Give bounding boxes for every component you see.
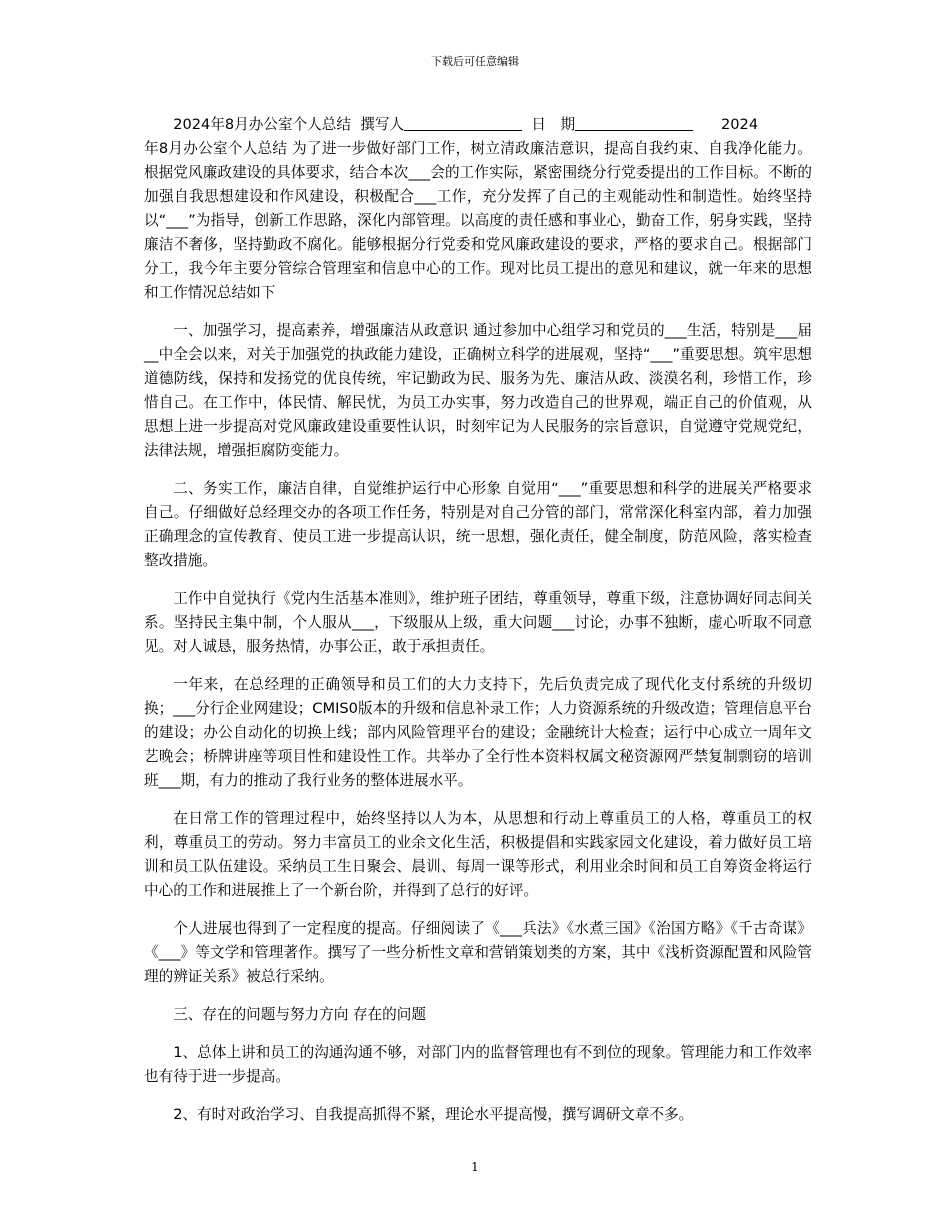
paragraph-section-1: 一、加强学习，提高素养，增强廉洁从政意识 通过参加中心组学习和党员的___生活，特别是___届__中全会以来，对关于加强党的执政能力建设，正确树立科学的进展观，坚持“___”重要思想。筑牢思想道德防线，保持和发扬党的优良传统，牢记勤政为民、服务为先、廉洁从政、淡漠名利，珍惜工作，珍惜自己。在工作中，体民情、解民忧，为员工办实事，努力改造自己的世界观，端正自己的价值观，从思想上进一步提高对党风廉政建设重要性认识，时刻牢记为人民服务的宗旨意识，自觉遵守党规党纪，法律法规，增强拒腐防变能力。 (144, 322, 812, 459)
paragraph: 个人进展也得到了一定程度的提高。仔细阅读了《___兵法》《水煮三国》《治国方略》《千古奇谋》《___》等文学和管理著作。撰写了一些分析性文章和营销策划类的方案，其中《浅析资源配置和风险管理的辨证关系》被总行采纳。 (144, 920, 812, 985)
page-number: 1 (471, 1160, 479, 1174)
paragraph: 在日常工作的管理过程中，始终坚持以人为本，从思想和行动上尊重员工的人格，尊重员工的权利，尊重员工的劳动。努力丰富员工的业余文化生活，积极提倡和实践家园文化建设，着力做好员工培训和员工队伍建设。采纳员工生日聚会、晨训、每周一课等形式，利用业余时间和员工自筹资金将运行中心的工作和进展推上了一个新台阶，并得到了总行的好评。 (144, 810, 812, 899)
document-body (144, 113, 812, 1141)
paragraph: 工作中自觉执行《党内生活基本准则》，维护班子团结，尊重领导，尊重下级，注意协调好同志间关系。坚持民主集中制，个人服从___，下级服从上级，重大问题___讨论，办事不独断，虚心听取不同意见。对人诚恳，服务热情，办事公正，敢于承担责任。 (144, 590, 812, 655)
paragraph-issue-2: 2、有时对政治学习、自我提高抓得不紧，理论水平提高慢，撰写调研文章不多。 (173, 1106, 694, 1123)
doc-title: 2024年8月办公室个人总结 (173, 116, 351, 133)
paragraph-issue-1: 1、总体上讲和员工的沟通沟通不够，对部门内的监督管理也有不到位的现象。管理能力和工作效率也有待于进一步提高。 (144, 1044, 812, 1085)
date-blank (575, 114, 693, 131)
author-label: 撰写人 (360, 116, 405, 133)
page-header: 下载后可任意编辑 (431, 55, 519, 68)
title-line (144, 113, 812, 137)
author-blank (404, 114, 522, 131)
paragraph-section-3: 三、存在的问题与努力方向 存在的问题 (173, 1006, 426, 1023)
paragraph-intro: 年8月办公室个人总结 为了进一步做好部门工作，树立清政廉洁意识，提高自我约束、自我净化能力。根据党风廉政建设的具体要求，结合本次___会的工作实际，紧密围绕分行党委提出的工作目标。不断的加强自我思想建设和作风建设，积极配合___工作，充分发挥了自己的主观能动性和制造性。始终坚持以“___”为指导，创新工作思路，深化内部管理。以高度的责任感和事业心，勤奋工作，躬身实践，坚持廉洁不奢侈，坚持勤政不腐化。能够根据分行党委和党风廉政建设的要求，严格的要求自己。根据部门分工，我今年主要分管综合管理室和信息中心的工作。现对比员工提出的意见和建议，就一年来的思想和工作情况总结如下 (144, 140, 812, 301)
year-tail: 2024 (720, 116, 759, 133)
date-label: 日 期 (531, 116, 576, 133)
paragraph: 一年来，在总经理的正确领导和员工们的大力支持下，先后负责完成了现代化支付系统的升级切换；___分行企业网建设；CMIS0版本的升级和信息补录工作；人力资源系统的升级改造；管理信息平台的建设；办公自动化的切换上线；部内风险管理平台的建设；金融统计大检查；运行中心成立一周年文艺晚会；桥牌讲座等项目性和建设性工作。共举办了全行性本资料权属文秘资源网严禁复制剽窃的培训班___期，有力的推动了我行业务的整体进展水平。 (144, 676, 812, 789)
paragraph-section-2: 二、务实工作，廉洁自律，自觉维护运行中心形象 自觉用“___”重要思想和科学的进展关严格要求自己。仔细做好总经理交办的各项工作任务，特别是对自己分管的部门，常常深化科室内部，着力加强正确理念的宣传教育、使员工进一步提高认识，统一思想，强化责任，健全制度，防范风险，落实检查整改措施。 (144, 480, 812, 569)
